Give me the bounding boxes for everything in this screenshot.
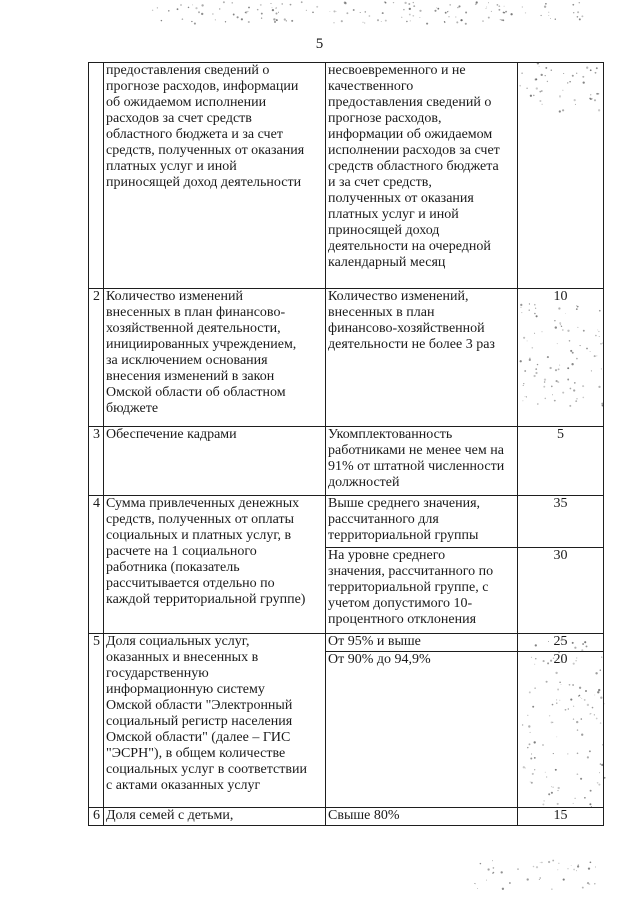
criteria-table [88,62,604,826]
scan-speck [272,7,273,8]
scan-speck [409,8,411,10]
criterion-name: предоставления сведений о прогнозе расходов, информации об ожидаемом исполнении расходов за счет средств областного бюджета и за счет средств, полученных от оказания платных услуг и иной приносящей доход деятельности [104,63,326,289]
scan-speck [201,13,203,15]
scan-speck [346,12,348,14]
scan-speck [548,12,549,13]
scan-speck [548,861,550,863]
indicator-text: От 95% и выше [326,634,518,652]
scan-speck [502,888,504,890]
scan-speck [577,16,579,18]
scan-speck [312,11,314,13]
criterion-name: Сумма привлеченных денежных средств, полученных от оплаты социальных и платных услуг, в расчете на 1 социального работника (показатель рассчитывается отдельно по каждой территориальной группе) [104,496,326,634]
scan-speck [456,21,458,23]
scan-speck [198,11,200,13]
scan-speck [245,12,246,13]
score-value: 15 [518,808,604,826]
scan-speck [364,22,365,23]
criterion-name: Доля семей с детьми, [104,808,326,826]
scan-speck [248,21,250,23]
scan-speck [497,4,499,6]
scan-speck [301,1,303,3]
scan-speck [550,18,551,19]
scan-speck [475,3,477,5]
scan-speck [180,4,181,5]
scan-speck [194,23,196,25]
indicator-text: несвоевременного и не качественного предоставления сведений о прогнозе расходов, информации об ожидаемом исполнении расходов за счет средств областного бюджета и за счет средств, полученных от оказания платных услуг и иной приносящей доход деятельности на очередной календарный месяц [326,63,518,289]
scan-speck [533,866,535,868]
scan-speck [544,6,546,8]
scan-speck [595,867,596,868]
scan-speck [410,20,411,21]
scan-speck [401,17,402,18]
scan-speck [572,4,574,6]
scan-speck [276,7,277,8]
indicator-text: Свыше 80% [326,808,518,826]
scan-speck [168,10,169,11]
row-number: 3 [89,427,104,496]
scan-speck [461,19,463,21]
table-row [89,63,604,289]
scan-speck [152,10,153,11]
scan-speck [161,20,162,21]
scan-speck [232,2,233,3]
scan-speck [493,867,495,869]
scan-speck [272,9,274,11]
scan-speck [455,16,456,17]
scan-speck [278,12,279,13]
scan-speck [419,17,420,18]
scan-speck [408,3,410,5]
score-value: 30 [518,548,604,634]
scan-speck [541,862,542,863]
indicator-text: На уровне среднего значения, рассчитанного по территориальной группе, с учетом допустимого 10- процентного отклонения [326,548,518,634]
scan-speck [316,6,318,8]
scan-speck [457,7,458,8]
scan-speck [590,861,592,863]
scan-speck [573,869,575,871]
scan-speck [201,4,203,6]
scan-speck [413,5,415,7]
scan-speck [491,11,492,12]
scan-speck [541,15,542,16]
score-value: 5 [518,427,604,496]
scan-speck [363,22,364,23]
scan-speck [248,7,250,9]
scan-speck [539,879,540,880]
scan-speck [365,11,367,13]
scan-speck [261,13,263,15]
row-number: 2 [89,289,104,427]
scan-speck [502,19,504,21]
scan-speck [157,7,158,8]
row-number: 4 [89,496,104,634]
scan-speck [482,20,483,21]
scan-speck [360,12,361,13]
scan-speck [522,6,523,7]
scan-speck [488,17,490,19]
scan-speck [476,1,478,3]
scan-speck [241,18,243,20]
scan-speck [485,8,486,9]
scan-speck [426,23,428,25]
scan-speck [290,4,292,6]
indicator-text: Укомплектованность работниками не менее чем на 91% от штатной численности должностей [326,427,518,496]
scan-speck [493,872,495,874]
scan-speck [480,863,481,864]
scan-speck [552,860,554,862]
scan-speck [409,14,411,16]
scan-speck [579,18,581,20]
scan-speck [177,8,179,10]
scan-speck [486,880,487,881]
scan-speck [475,883,476,884]
scan-speck [284,18,286,20]
scan-speck [557,869,558,870]
scan-speck [413,2,414,3]
scan-speck [488,2,489,3]
scan-speck [270,3,271,4]
row-number: 6 [89,808,104,826]
scan-speck [576,870,577,871]
scan-speck [577,865,579,867]
scan-speck [212,13,213,14]
scan-speck [406,21,407,22]
scan-speck [276,19,278,21]
scan-speck [500,19,501,20]
scan-speck [261,17,262,18]
score-value: 35 [518,496,604,548]
scan-speck [498,9,500,11]
score-value: 10 [518,289,604,427]
scan-speck [486,6,487,7]
scan-speck [282,3,283,4]
table-row [89,496,604,548]
scan-speck [192,4,193,5]
scan-speck [385,20,387,22]
scan-speck [487,868,489,870]
indicator-text: Выше среднего значения, рассчитанного для территориальной группы [326,496,518,548]
scan-speck [247,11,248,12]
scan-speck [382,12,384,14]
scan-speck [577,11,579,13]
indicator-text: Количество изменений, внесенных в план финансово-хозяйственной деятельности не более 3 раз [326,289,518,427]
scan-speck [286,20,287,21]
scan-speck [492,860,493,861]
scan-speck [505,11,507,13]
row-number [89,63,104,289]
scan-speck [477,888,478,889]
page-number: 5 [315,36,324,52]
scan-speck [341,20,343,22]
scan-speck [587,882,589,884]
scan-speck [540,877,541,878]
scan-speck [571,865,572,866]
scan-speck [578,864,579,865]
scan-speck [225,21,226,22]
table-row [89,634,604,652]
scan-speck [527,878,529,880]
scan-speck [191,21,192,22]
scan-speck [336,11,337,12]
scan-speck [260,4,262,6]
table-row [89,289,604,427]
score-value [518,63,604,289]
scan-speck [509,882,511,884]
scan-speck [273,18,275,20]
scan-speck [545,3,547,5]
table-row [89,427,604,496]
scan-speck [412,15,414,17]
scan-speck [465,23,467,25]
scan-speck [504,12,505,13]
scan-speck [448,16,449,17]
scan-speck [458,5,460,7]
scan-speck [558,863,559,864]
scan-speck [233,14,235,16]
row-number: 5 [89,634,104,808]
scan-speck [504,6,505,7]
scan-speck [393,2,394,3]
scan-speck [588,867,590,869]
scan-speck [237,16,239,18]
scan-speck [517,868,519,870]
scan-speck [257,9,259,11]
scan-speck [449,4,451,6]
scan-speck [579,2,580,3]
scan-speck [448,11,449,12]
scan-speck [437,8,439,10]
scan-speck [436,7,437,8]
scan-speck [465,12,467,14]
scan-speck [223,1,225,3]
scan-speck [182,18,184,20]
scan-speck [419,10,421,12]
scan-speck [333,10,335,12]
scan-speck [291,20,293,22]
scan-speck [594,883,595,884]
scan-speck [447,11,448,12]
scan-speck [276,13,278,15]
scan-speck [445,12,447,14]
scan-speck [381,21,382,22]
criterion-name: Количество изменений внесенных в план финансово- хозяйственной деятельности, инициированных учреждением, за исключением основания внесения изменений в закон Омской области об областном бюджете [104,289,326,427]
scan-speck [306,10,307,11]
scan-speck [377,19,379,21]
scan-speck [329,11,330,12]
table-row [89,808,604,826]
scan-speck [369,15,371,17]
scan-speck [434,10,436,12]
criterion-name: Обеспечение кадрами [104,427,326,496]
scan-speck [444,22,445,23]
scan-speck [498,5,500,7]
scan-speck [501,871,503,873]
scan-speck [536,866,538,868]
criterion-name: Доля социальных услуг, оказанных и внесенных в государственную информационную систему Омской области "Электронный социальный регистр населения Омской области" (далее – ГИС "ЭСРН"), в общем количестве социальных услуг в соответствии с актами оказанных услуг [104,634,326,808]
scan-speck [573,12,574,13]
score-value: 20 [518,652,604,808]
indicator-text: От 90% до 94,9% [326,652,518,808]
scan-speck [563,879,565,881]
scan-speck [525,12,526,13]
scan-speck [581,15,583,17]
scan-speck [540,862,541,863]
scan-speck [195,7,197,9]
scan-speck [551,888,552,889]
scan-speck [403,9,405,11]
scan-speck [215,19,216,20]
scan-speck [219,8,220,9]
scan-speck [510,13,512,15]
scan-speck [344,2,346,4]
scan-speck [188,7,190,9]
scan-speck [333,22,334,23]
scan-speck [548,15,549,16]
scan-speck [567,868,568,869]
scan-speck [582,887,584,889]
scan-speck [404,2,406,4]
score-value: 25 [518,634,604,652]
scan-speck [384,1,386,3]
scan-speck [353,9,355,11]
scan-speck [555,19,556,20]
scan-speck [274,21,276,23]
